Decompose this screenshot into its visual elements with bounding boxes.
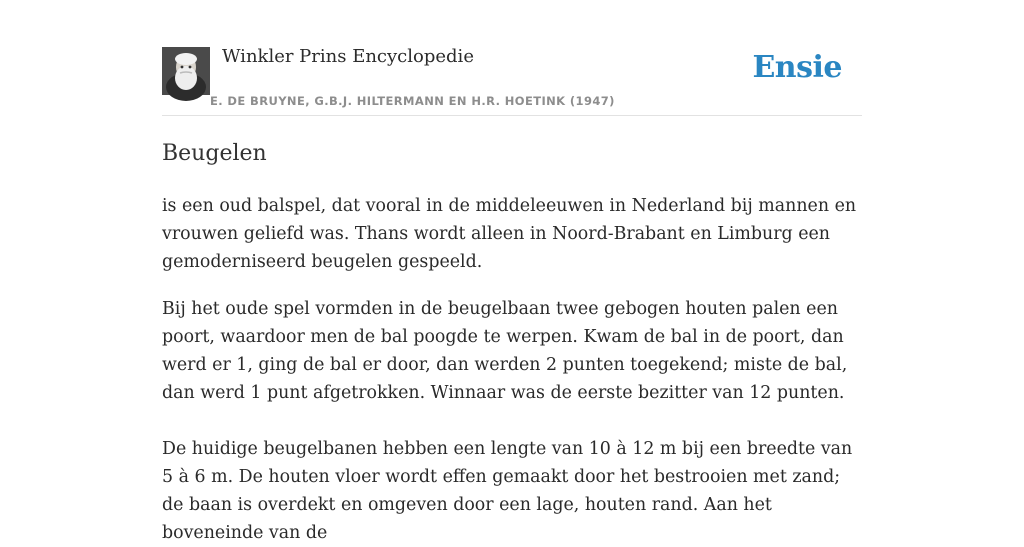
page: [162, 0, 862, 543]
site-title[interactable]: Winkler Prins Encyclopedie: [222, 46, 474, 67]
paragraph-1: is een oud balspel, dat vooral in de middeleeuwen in Nederland bij mannen en vrouwen geliefd was. Thans wordt alleen in Noord-Brabant en Limburg een gemoderniseerd beugelen gespeeld.: [162, 196, 857, 272]
article-title: Beugelen: [162, 141, 267, 166]
paragraph-3: De huidige beugelbanen hebben een lengte van 10 à 12 m bij een breedte van 5 à 6 m. De houten vloer wordt effen gemaakt door het bestrooien met zand; de baan is overdekt en omgeven door een lage, houten rand. Aan het boveneinde van de: [162, 439, 853, 543]
ensie-logo[interactable]: Ensie: [752, 50, 842, 85]
article-body: [162, 192, 862, 547]
author-portrait-avatar: [162, 47, 210, 95]
paragraph-2: Bij het oude spel vormden in de beugelbaan twee gebogen houten palen een poort, waardoor men de bal poogde te werpen. Kwam de bal in de poort, dan werd er 1, ging de bal er door, dan werden 2 punten toegekend; miste de bal, dan werd 1 punt afgetrokken. Winnaar was de eerste bezitter van 12 punten.: [162, 299, 848, 403]
authors-line: E. DE BRUYNE, G.B.J. HILTERMANN EN H.R. HOETINK (1947): [210, 94, 615, 108]
site-header: [162, 0, 862, 116]
